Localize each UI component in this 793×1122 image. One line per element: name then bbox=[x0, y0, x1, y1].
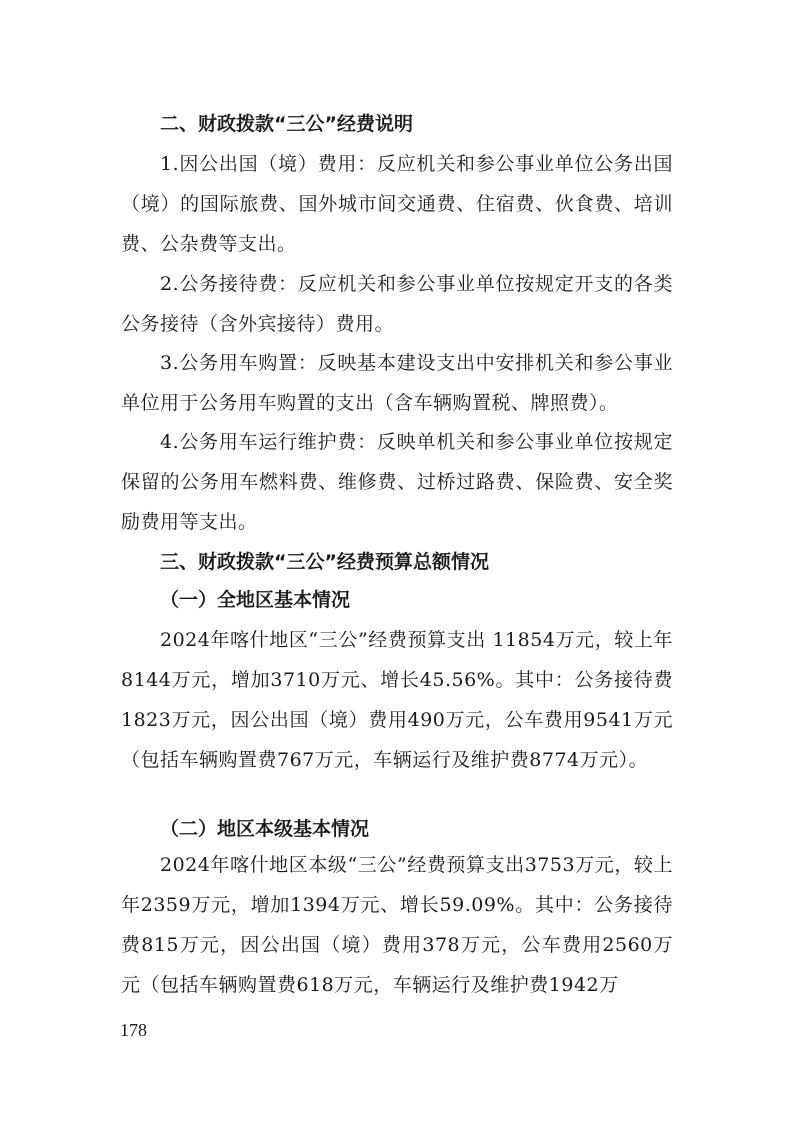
subsection-heading-2: （二）地区本级基本情况 bbox=[160, 818, 370, 840]
paragraph-item-3: 3.公务用车购置：反映基本建设支出中安排机关和参公事业单位用于公务用车购置的支出（含车辆购置税、牌照费）。 bbox=[121, 352, 673, 414]
page-number: 178 bbox=[120, 1020, 147, 1040]
paragraph-item-2: 2.公务接待费：反应机关和参公事业单位按规定开支的各类公务接待（含外宾接待）费用。 bbox=[121, 273, 673, 335]
paragraph-region-summary: 2024年喀什地区“三公”经费预算支出 11854万元，较上年8144万元，增加3710万元、增长45.56%。其中：公务接待费1823万元，因公出国（境）费用490万元，公车费用9541万元（包括车辆购置费767万元，车辆运行及维护费8774万元）。 bbox=[121, 629, 673, 771]
section-heading-2: 二、财政拨款“三公”经费说明 bbox=[160, 113, 413, 135]
paragraph-item-4: 4.公务用车运行维护费：反映单机关和参公事业单位按规定保留的公务用车燃料费、维修费、过桥过路费、保险费、安全奖励费用等支出。 bbox=[121, 431, 673, 533]
paragraph-prefecture-summary: 2024年喀什地区本级“三公”经费预算支出3753万元，较上年2359万元，增加1394万元、增长59.09%。其中：公务接待费815万元，因公出国（境）费用378万元，公车费用2560万元（包括车辆购置费618万元，车辆运行及维护费1942万 bbox=[121, 854, 673, 996]
subsection-heading-1: （一）全地区基本情况 bbox=[160, 589, 351, 611]
paragraph-item-1: 1.因公出国（境）费用：反应机关和参公事业单位公务出国（境）的国际旅费、国外城市间交通费、住宿费、伙食费、培训费、公杂费等支出。 bbox=[121, 153, 673, 255]
section-heading-3: 三、财政拨款“三公”经费预算总额情况 bbox=[160, 551, 489, 573]
